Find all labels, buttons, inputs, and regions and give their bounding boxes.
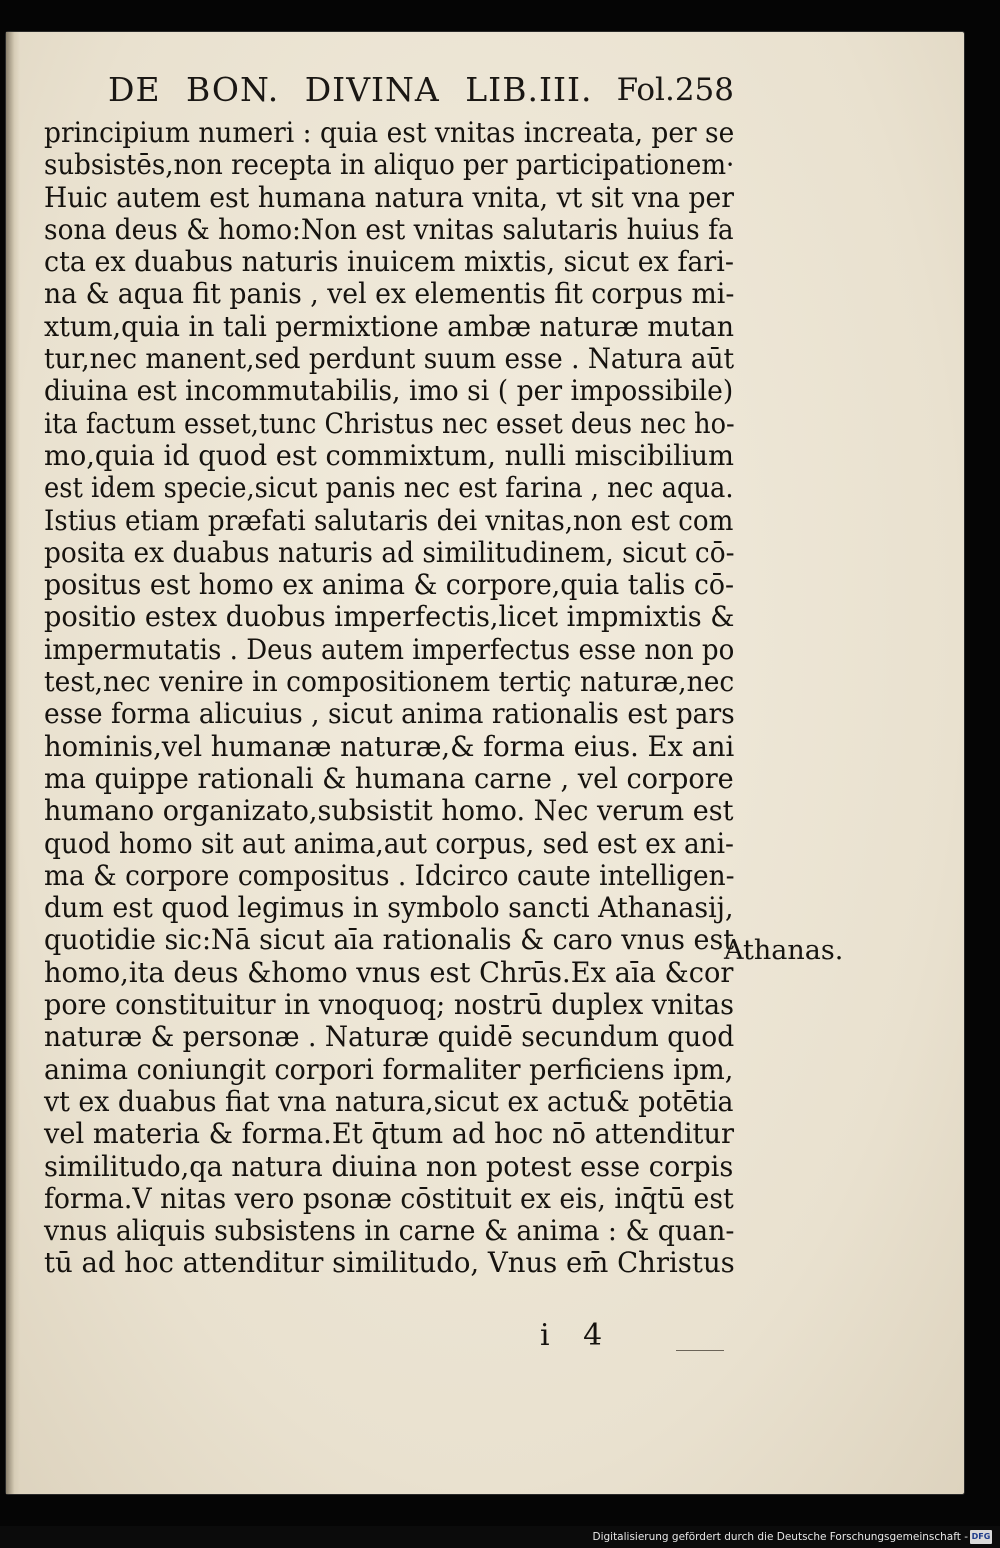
- text-body: [44, 117, 734, 1280]
- text-line: forma.V nitas vero psonæ cōstituit ex eis, inq̄tū est: [44, 1181, 734, 1215]
- text-line: esse forma alicuius , sicut anima rationalis est pars: [44, 697, 735, 731]
- text-line: positio estex duobus imperfectis,licet impmixtis &: [44, 600, 735, 634]
- text-line: test,nec venire in compositionem tertiç naturæ,nec: [44, 665, 735, 699]
- text-line: homo,ita deus &homo vnus est Chrūs.Ex aīa &cor: [44, 955, 734, 989]
- text-line: ma & corpore compositus . Idcirco caute intelligen-: [44, 858, 735, 892]
- text-line: similitudo,qa natura diuina non potest esse corpis: [44, 1149, 734, 1183]
- running-head: [108, 64, 734, 114]
- text-line: positus est homo ex anima & corpore,quia talis cō-: [44, 568, 735, 602]
- text-line: na & aqua fit panis , vel ex elementis fit corpus mi-: [44, 277, 735, 311]
- text-line: vt ex duabus fiat vna natura,sicut ex actu& potētia: [44, 1084, 734, 1118]
- text-line: dum est quod legimus in symbolo sancti Athanasij,: [44, 891, 734, 925]
- digitization-credit: Digitalisierung gefördert durch die Deutsche Forschungsgemeinschaft -: [592, 1531, 968, 1543]
- dfg-logo: DFG: [970, 1530, 992, 1544]
- text-line: Istius etiam præfati salutaris dei vnitas,non est com: [44, 503, 734, 537]
- text-line: pore constituitur in vnoquoq; nostrū duplex vnitas: [44, 988, 735, 1022]
- text-line: xtum,quia in tali permixtione ambæ naturæ mutan: [44, 309, 734, 343]
- running-head-title: DE BON. DIVINA LIB.III.: [108, 70, 593, 109]
- page-edge-shadow: [6, 32, 20, 1494]
- text-line: sona deus & homo:Non est vnitas salutaris huius fa: [44, 212, 734, 246]
- text-line: diuina est incommutabilis, imo si ( per impossibile): [44, 374, 734, 408]
- text-line: humano organizato,subsistit homo. Nec verum est: [44, 794, 734, 828]
- text-line: quod homo sit aut anima,aut corpus, sed est ex ani-: [44, 826, 734, 860]
- text-line: est idem specie,sicut panis nec est farina , nec aqua.: [44, 471, 734, 505]
- text-line: tur,nec manent,sed perdunt suum esse . Natura aūt: [44, 342, 735, 376]
- text-line: naturæ & personæ . Naturæ quidē secundum quod: [44, 1020, 735, 1054]
- text-line: Huic autem est humana natura vnita, vt sit vna per: [44, 180, 735, 214]
- text-line: vnus aliquis subsistens in carne & anima : & quan-: [44, 1214, 735, 1248]
- text-line: tū ad hoc attenditur similitudo, Vnus em̄ Christus: [44, 1246, 735, 1280]
- text-line: subsistēs,non recepta in aliquo per participationem·: [44, 148, 735, 182]
- text-line: ita factum esset,tunc Christus nec esset deus nec ho-: [44, 406, 735, 440]
- folio-number: Fol.258: [616, 72, 734, 108]
- signature-mark: i 4: [540, 1318, 603, 1353]
- catchword-rule: [676, 1350, 724, 1351]
- text-line: hominis,vel humanæ naturæ,& forma eius. Ex ani: [44, 729, 735, 763]
- text-line: ma quippe rationali & humana carne , vel corpore: [44, 761, 734, 795]
- text-line: mo,quia id quod est commixtum, nulli miscibilium: [44, 438, 734, 472]
- text-line: posita ex duabus naturis ad similitudinem, sicut cō-: [44, 535, 735, 569]
- text-line: cta ex duabus naturis inuicem mixtis, sicut ex fari-: [44, 245, 734, 279]
- text-line: impermutatis . Deus autem imperfectus esse non po: [44, 632, 735, 666]
- text-line: principium numeri : quia est vnitas increata, per se: [44, 116, 735, 149]
- text-line: quotidie sic:Nā sicut aīa rationalis & caro vnus est: [44, 923, 735, 957]
- margin-note: Athanas.: [724, 935, 844, 966]
- text-line: anima coniungit corpori formaliter perficiens ipm,: [44, 1052, 734, 1086]
- text-line: vel materia & forma.Et q̄tum ad hoc nō attenditur: [44, 1117, 735, 1151]
